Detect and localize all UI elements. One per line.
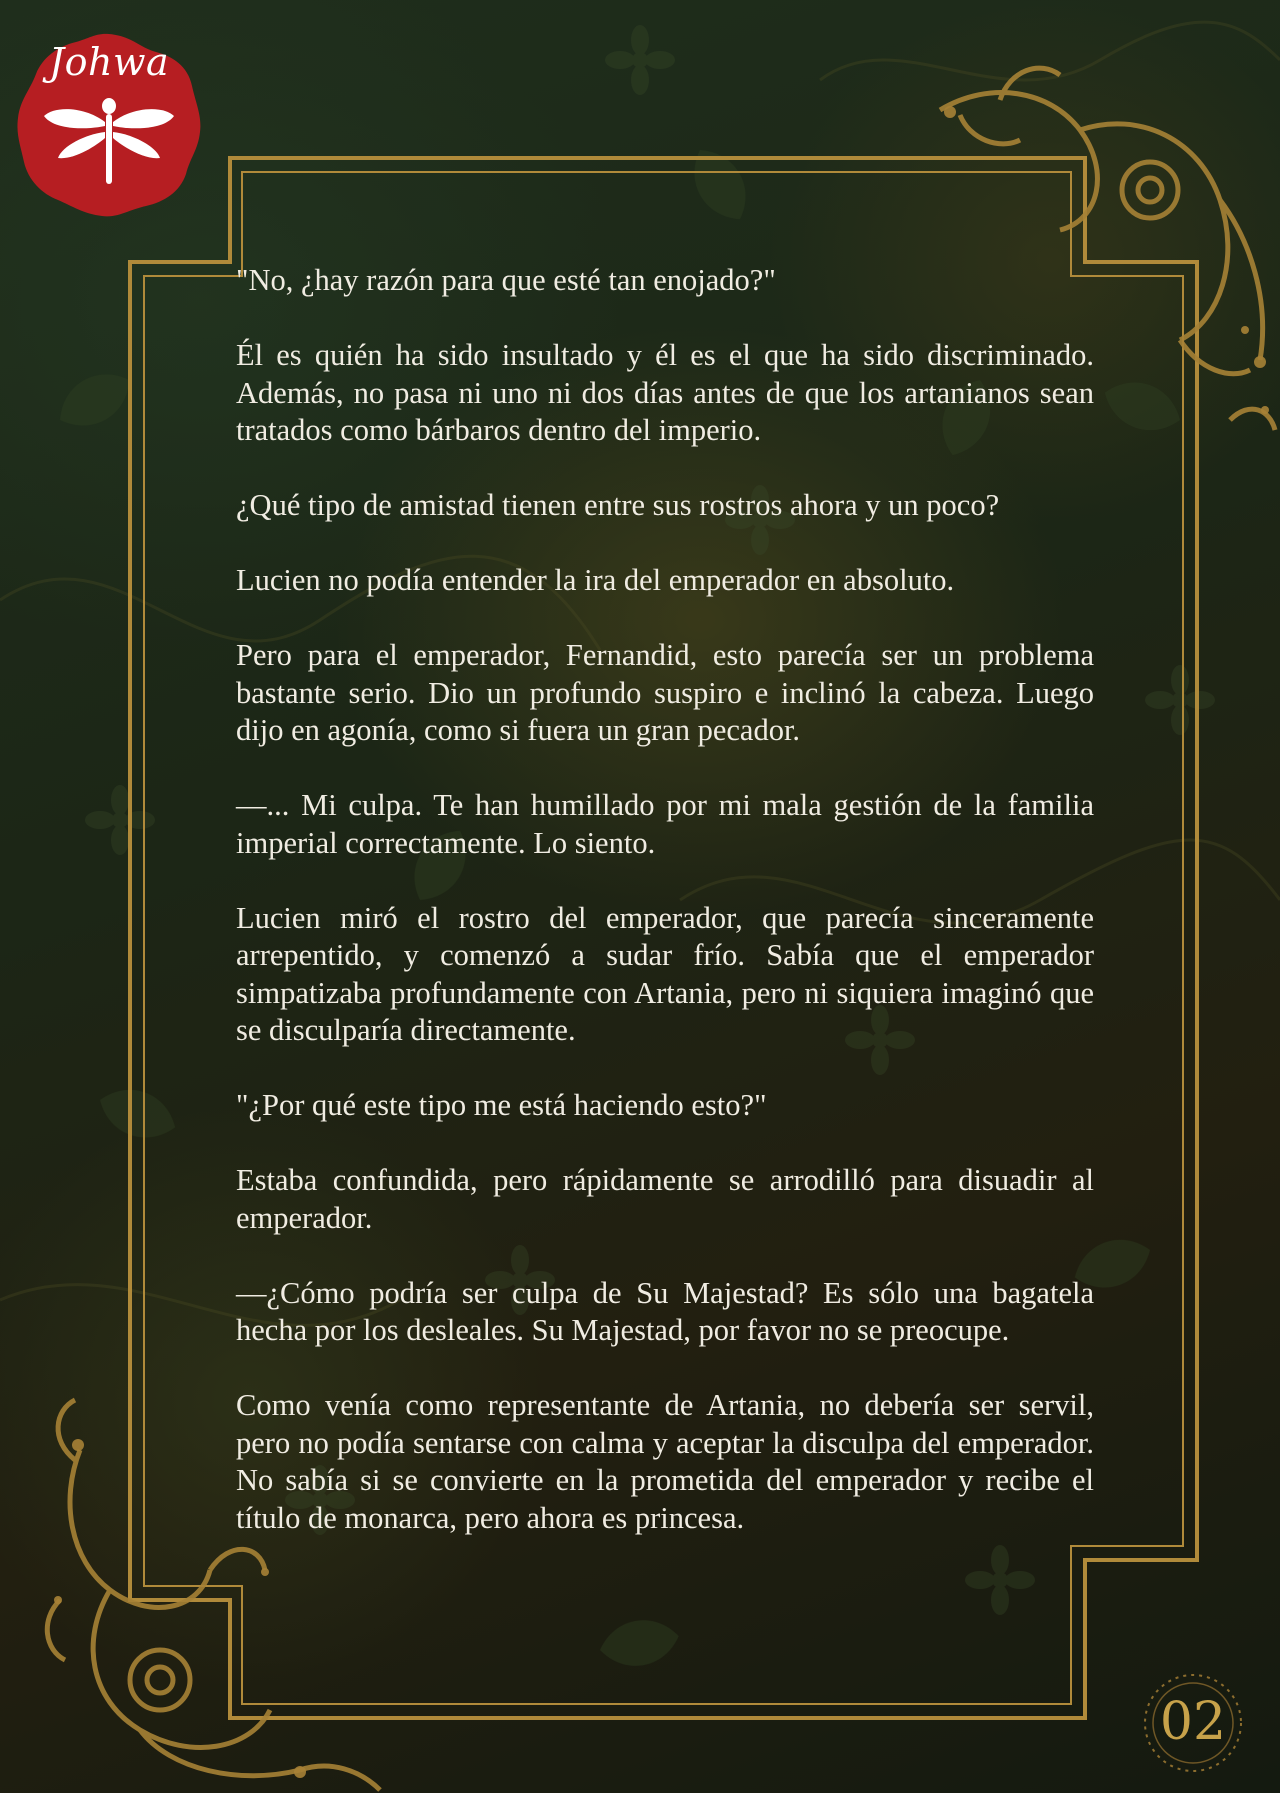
paragraph: Él es quién ha sido insultado y él es el que ha sido discriminado. Además, no pasa ni uno ni dos días antes de que los artanianos sean tratados como bárbaros dentro del imperio. [236, 338, 1094, 447]
johwa-logo [14, 30, 204, 220]
paragraph: Estaba confundida, pero rápidamente se arrodilló para disuadir al emperador. [236, 1163, 1094, 1235]
paragraph: Lucien no podía entender la ira del emperador en absoluto. [236, 563, 955, 597]
chapter-text [236, 262, 1094, 1575]
page-number-badge [1130, 1670, 1256, 1776]
logo-text: Johwa [48, 40, 170, 84]
paragraph: Pero para el emperador, Fernandid, esto parecía ser un problema bastante serio. Dio un profundo suspiro e inclinó la cabeza. Luego dijo en agonía, como si fuera un gran pecador. [236, 638, 1094, 747]
paragraph: —... Mi culpa. Te han humillado por mi mala gestión de la familia imperial correctamente. Lo siento. [236, 788, 1094, 860]
page-number: 02 [1159, 1692, 1227, 1752]
paragraph: Como venía como representante de Artania, no debería ser servil, pero no podía sentarse con calma y aceptar la disculpa del emperador. No sabía si se convierte en la prometida del emperador y recibe el título de monarca, pero ahora es princesa. [236, 1388, 1094, 1535]
paragraph: —¿Cómo podría ser culpa de Su Majestad? Es sólo una bagatela hecha por los desleales. Su Majestad, por favor no se preocupe. [236, 1275, 1094, 1347]
paragraph: "No, ¿hay razón para que esté tan enojado?" [236, 263, 776, 297]
paragraph: "¿Por qué este tipo me está haciendo esto?" [236, 1088, 767, 1122]
paragraph: ¿Qué tipo de amistad tienen entre sus rostros ahora y un poco? [236, 488, 1000, 522]
paragraph: Lucien miró el rostro del emperador, que parecía sinceramente arrepentido, y comenzó a sudar frío. Sabía que el emperador simpatizaba profundamente con Artania, pero ni siquiera imaginó que se disculparía directamente. [236, 900, 1094, 1047]
